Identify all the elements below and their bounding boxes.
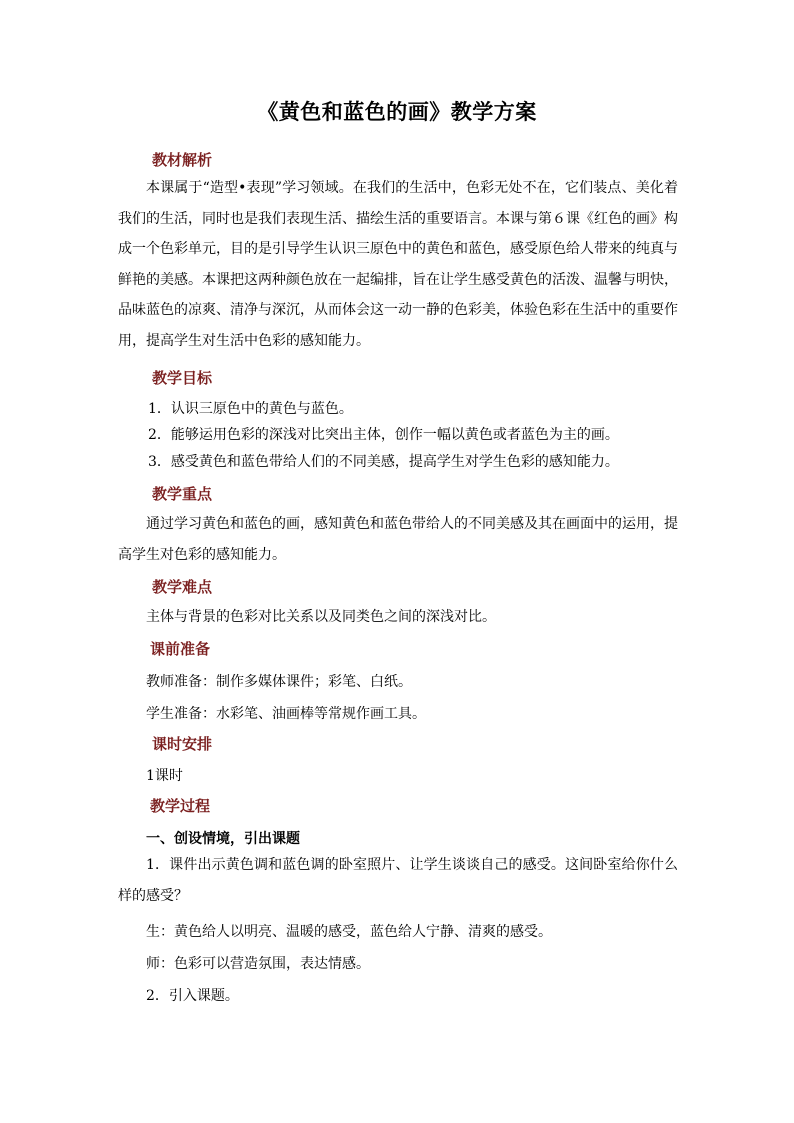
student-preparation: 学生准备：水彩笔、油画棒等常规作画工具。 bbox=[146, 706, 426, 722]
key-points-body-wrap bbox=[118, 509, 678, 570]
heading-material-analysis: 教材解析 bbox=[152, 151, 213, 169]
material-analysis-body-wrap bbox=[118, 173, 678, 356]
goal-item-3: 3．感受黄色和蓝色带给人们的不同美感，提高学生对学生色彩的感知能力。 bbox=[148, 454, 619, 470]
teacher-reply: 师：色彩可以营造氛围，表达情感。 bbox=[146, 956, 370, 972]
teacher-preparation: 教师准备：制作多媒体课件；彩笔、白纸。 bbox=[146, 674, 412, 690]
material-analysis-body: 本课属于“造型•表现”学习领域。在我们的生活中，色彩无处不在，它们装点、美化着我们的生活，同时也是我们表现生活、描绘生活的重要语言。本课与第６课《红色的画》构成一个色彩单元，目的是引导学生认识三原色中的黄色和蓝色，感受原色给人带来的纯真与鲜艳的美感。本课把这两种颜色放在一起编排，旨在让学生感受黄色的活泼、温馨与明快，品味蓝色的凉爽、清净与深沉，从而体会这一动一静的色彩美，体验色彩在生活中的重要作用，提高学生对生活中色彩的感知能力。 bbox=[118, 180, 678, 349]
process-step1-wrap bbox=[118, 850, 678, 911]
key-points-body: 通过学习黄色和蓝色的画，感知黄色和蓝色带给人的不同美感及其在画面中的运用，提高学生对色彩的感知能力。 bbox=[118, 516, 678, 563]
goal-item-1: 1．认识三原色中的黄色与蓝色。 bbox=[148, 401, 353, 417]
process-subheading-1: 一、创设情境，引出课题 bbox=[146, 831, 300, 847]
difficulties-body: 主体与背景的色彩对比关系以及同类色之间的深浅对比。 bbox=[146, 609, 496, 625]
schedule-body: 1课时 bbox=[146, 768, 183, 784]
goal-item-2: 2．能够运用色彩的深浅对比突出主体，创作一幅以黄色或者蓝色为主的画。 bbox=[148, 427, 619, 443]
process-step-1: 1．课件出示黄色调和蓝色调的卧室照片、让学生谈谈自己的感受。这间卧室给你什么样的感受？ bbox=[118, 857, 678, 904]
heading-teaching-process: 教学过程 bbox=[150, 797, 211, 815]
heading-difficulties: 教学难点 bbox=[152, 578, 213, 596]
student-reply: 生：黄色给人以明亮、温暖的感受，蓝色给人宁静、清爽的感受。 bbox=[146, 924, 552, 940]
process-step-2: 2．引入课题。 bbox=[146, 988, 239, 1004]
heading-teaching-goals: 教学目标 bbox=[152, 369, 213, 387]
heading-schedule: 课时安排 bbox=[152, 735, 213, 753]
heading-preparation: 课前准备 bbox=[150, 640, 211, 658]
heading-key-points: 教学重点 bbox=[152, 485, 213, 503]
document-title: 《黄色和蓝色的画》教学方案 bbox=[257, 99, 537, 124]
